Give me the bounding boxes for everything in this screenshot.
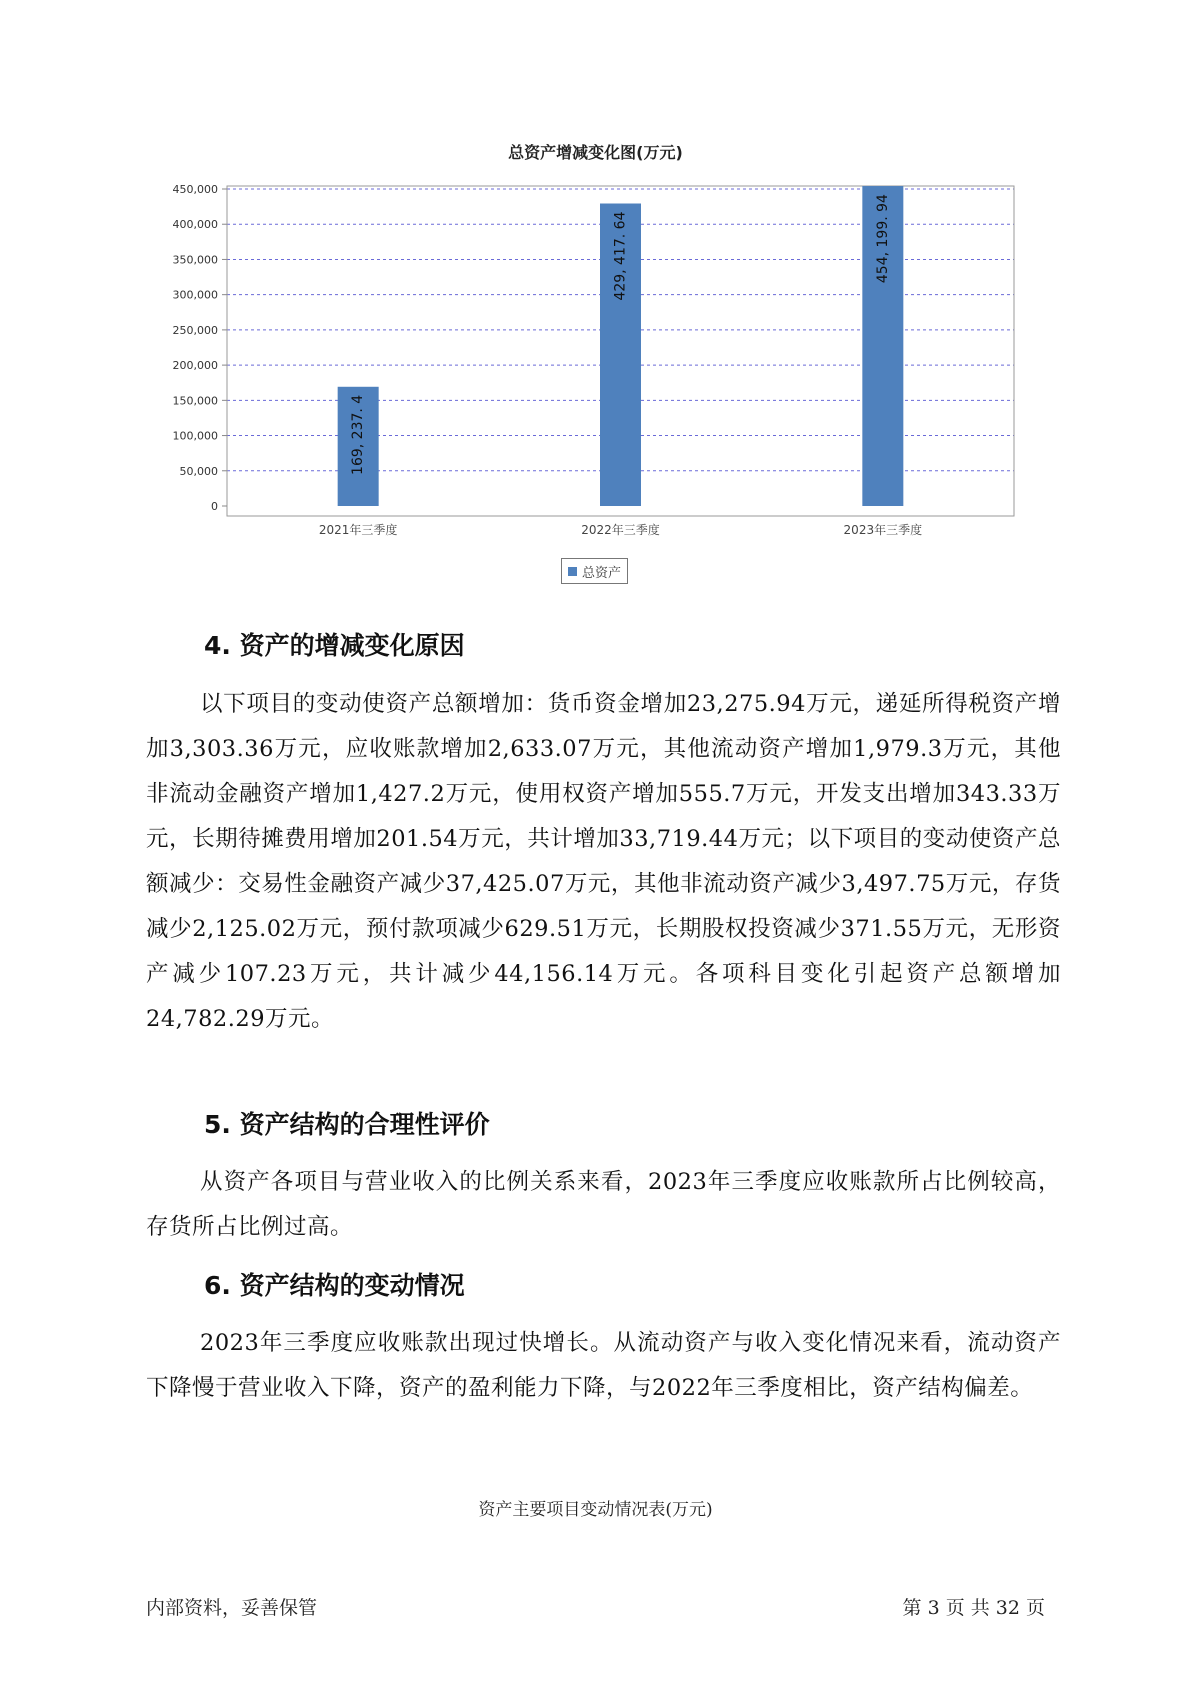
x-tick-label: 2021年三季度 bbox=[318, 523, 398, 537]
section-paragraph-5: 从资产各项目与营业收入的比例关系来看，2023年三季度应收账款所占比例较高，存货所占比例过高。 bbox=[146, 1169, 1061, 1240]
y-tick-label: 100,000 bbox=[172, 429, 218, 443]
section-paragraph-6: 2023年三季度应收账款出现过快增长。从流动资产与收入变化情况来看，流动资产下降慢于营业收入下降，资产的盈利能力下降，与2022年三季度相比，资产结构偏差。 bbox=[146, 1330, 1061, 1401]
page-number: 第 3 页 共 32 页 bbox=[902, 1597, 1045, 1619]
section-heading-6: 6. 资产结构的变动情况 bbox=[204, 1271, 465, 1300]
legend-swatch bbox=[568, 567, 577, 576]
x-tick-label: 2023年三季度 bbox=[843, 523, 923, 537]
chart-legend bbox=[561, 558, 628, 584]
footer-note: 内部资料，妥善保管 bbox=[146, 1597, 318, 1619]
chart-title: 总资产增减变化图(万元) bbox=[508, 143, 683, 162]
bar-value-label-3: 454, 199. 94 bbox=[874, 194, 891, 284]
bar-value-label-1: 169, 237. 4 bbox=[350, 394, 367, 475]
x-tick-label: 2022年三季度 bbox=[581, 523, 660, 537]
y-tick-label: 150,000 bbox=[172, 394, 218, 408]
y-tick-label: 350,000 bbox=[172, 253, 218, 267]
y-tick-label: 250,000 bbox=[172, 323, 218, 337]
legend-label: 总资产 bbox=[582, 565, 622, 581]
section-heading-4: 4. 资产的增减变化原因 bbox=[204, 631, 465, 660]
y-tick-label: 200,000 bbox=[172, 359, 218, 373]
table-caption: 资产主要项目变动情况表(万元) bbox=[478, 1500, 713, 1520]
bar-value-label-2: 429, 417. 64 bbox=[612, 211, 629, 301]
y-tick-label: 450,000 bbox=[172, 183, 218, 196]
y-tick-label: 0 bbox=[211, 500, 218, 513]
total-assets-bar-chart bbox=[0, 0, 1191, 560]
y-tick-label: 400,000 bbox=[172, 218, 218, 232]
y-tick-label: 300,000 bbox=[172, 288, 218, 302]
y-tick-label: 50,000 bbox=[179, 464, 218, 478]
section-paragraph-4: 以下项目的变动使资产总额增加：货币资金增加23,275.94万元，递延所得税资产增加3,303.36万元，应收账款增加2,633.07万元，其他流动资产增加1,979.3万元，其他非流动金融资产增加1,427.2万元，使用权资产增加555.7万元，开发支出增加343.33万元，长期待摊费用增加201.54万元，共计增加33,719.44万元；以下项目的变动使资产总额减少：交易性金融资产减少37,425.07万元，其他非流动资产减少3,497.75万元，存货减少2,125.02万元，预付款项减少629.51万元，长期股权投资减少371.55万元，无形资产减少107.23万元，共计减少44,156.14万元。各项科目变化引起资产总额增加24,782.29万元。 bbox=[146, 691, 1061, 1032]
section-heading-5: 5. 资产结构的合理性评价 bbox=[204, 1110, 490, 1139]
